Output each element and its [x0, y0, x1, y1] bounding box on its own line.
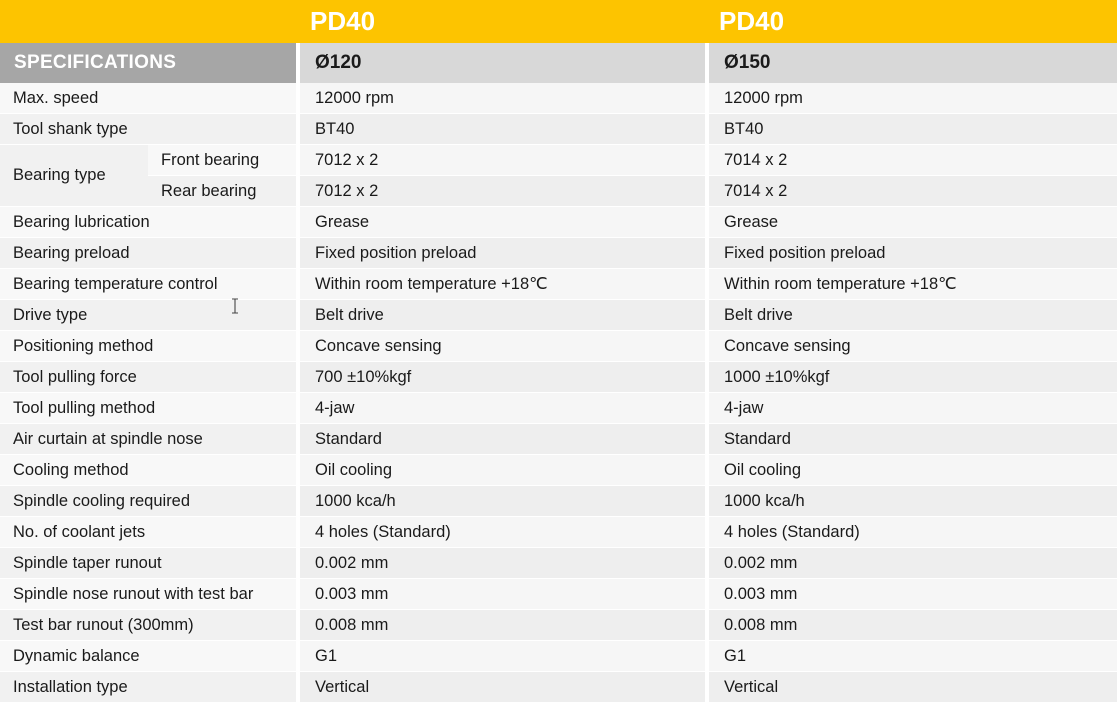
- value-col-2: 1000 kca/h: [705, 486, 1117, 517]
- table-row: [0, 269, 1117, 300]
- value-col-1: Vertical: [296, 672, 705, 703]
- value-col-2: 7014 x 2: [705, 145, 1117, 176]
- table-row: [0, 579, 1117, 610]
- table-row: [0, 672, 1117, 703]
- value-col-2: 4-jaw: [705, 393, 1117, 424]
- row-label: Tool pulling method: [0, 393, 296, 424]
- table-row: [0, 455, 1117, 486]
- row-label: Test bar runout (300mm): [0, 610, 296, 641]
- row-label: Bearing lubrication: [0, 207, 296, 238]
- value-col-1: Oil cooling: [296, 455, 705, 486]
- spec-header-row: [0, 43, 1117, 83]
- table-row: [0, 424, 1117, 455]
- row-label-bearing-type: Bearing type: [0, 145, 148, 207]
- value-col-2: 4 holes (Standard): [705, 517, 1117, 548]
- value-col-1: Fixed position preload: [296, 238, 705, 269]
- table-row: [0, 145, 1117, 176]
- specifications-label: SPECIFICATIONS: [0, 43, 296, 83]
- row-label: Spindle taper runout: [0, 548, 296, 579]
- table-row: [0, 362, 1117, 393]
- table-row: [0, 517, 1117, 548]
- value-col-1: Concave sensing: [296, 331, 705, 362]
- value-col-2: 0.008 mm: [705, 610, 1117, 641]
- value-col-2: Oil cooling: [705, 455, 1117, 486]
- diameter-1: Ø120: [296, 43, 705, 83]
- value-col-1: 1000 kca/h: [296, 486, 705, 517]
- row-sublabel: Rear bearing: [148, 176, 296, 207]
- table-row: [0, 83, 1117, 114]
- value-col-1: Standard: [296, 424, 705, 455]
- row-label: Drive type: [0, 300, 296, 331]
- row-label: Tool pulling force: [0, 362, 296, 393]
- table-row: [0, 207, 1117, 238]
- row-label: No. of coolant jets: [0, 517, 296, 548]
- value-col-1: 700 ±10%kgf: [296, 362, 705, 393]
- value-col-2: 1000 ±10%kgf: [705, 362, 1117, 393]
- value-col-1: 0.002 mm: [296, 548, 705, 579]
- table-row: [0, 548, 1117, 579]
- table-row: [0, 176, 1117, 207]
- row-sublabel: Front bearing: [148, 145, 296, 176]
- value-col-1: 7012 x 2: [296, 145, 705, 176]
- row-label: Cooling method: [0, 455, 296, 486]
- table-row: [0, 610, 1117, 641]
- value-col-1: 0.003 mm: [296, 579, 705, 610]
- value-col-1: 4-jaw: [296, 393, 705, 424]
- value-col-1: 12000 rpm: [296, 83, 705, 114]
- row-label: Spindle nose runout with test bar: [0, 579, 296, 610]
- table-row: [0, 393, 1117, 424]
- row-label: Positioning method: [0, 331, 296, 362]
- value-col-1: 7012 x 2: [296, 176, 705, 207]
- value-col-2: 7014 x 2: [705, 176, 1117, 207]
- value-col-1: Grease: [296, 207, 705, 238]
- value-col-2: Fixed position preload: [705, 238, 1117, 269]
- row-label: Dynamic balance: [0, 641, 296, 672]
- row-label: Air curtain at spindle nose: [0, 424, 296, 455]
- value-col-2: 0.003 mm: [705, 579, 1117, 610]
- value-col-2: Grease: [705, 207, 1117, 238]
- value-col-2: G1: [705, 641, 1117, 672]
- model-header-blank: [0, 0, 296, 43]
- value-col-1: G1: [296, 641, 705, 672]
- row-label: Tool shank type: [0, 114, 296, 145]
- value-col-1: 4 holes (Standard): [296, 517, 705, 548]
- value-col-2: Concave sensing: [705, 331, 1117, 362]
- model-name-1: PD40: [296, 0, 705, 43]
- value-col-1: 0.008 mm: [296, 610, 705, 641]
- value-col-1: Belt drive: [296, 300, 705, 331]
- table-row: [0, 331, 1117, 362]
- value-col-2: Standard: [705, 424, 1117, 455]
- row-label: Spindle cooling required: [0, 486, 296, 517]
- value-col-2: BT40: [705, 114, 1117, 145]
- model-header-row: [0, 0, 1117, 43]
- value-col-2: Belt drive: [705, 300, 1117, 331]
- text-cursor-icon: [231, 298, 239, 314]
- table-row: [0, 486, 1117, 517]
- table-row: [0, 238, 1117, 269]
- value-col-2: 0.002 mm: [705, 548, 1117, 579]
- diameter-2: Ø150: [705, 43, 1117, 83]
- value-col-2: Vertical: [705, 672, 1117, 703]
- row-label: Installation type: [0, 672, 296, 703]
- row-label: Bearing temperature control: [0, 269, 296, 300]
- value-col-2: Within room temperature +18℃: [705, 269, 1117, 300]
- table-row: [0, 114, 1117, 145]
- model-name-2: PD40: [705, 0, 1117, 43]
- value-col-1: Within room temperature +18℃: [296, 269, 705, 300]
- value-col-1: BT40: [296, 114, 705, 145]
- row-label: Bearing preload: [0, 238, 296, 269]
- row-label: Max. speed: [0, 83, 296, 114]
- table-row: [0, 300, 1117, 331]
- value-col-2: 12000 rpm: [705, 83, 1117, 114]
- table-row: [0, 641, 1117, 672]
